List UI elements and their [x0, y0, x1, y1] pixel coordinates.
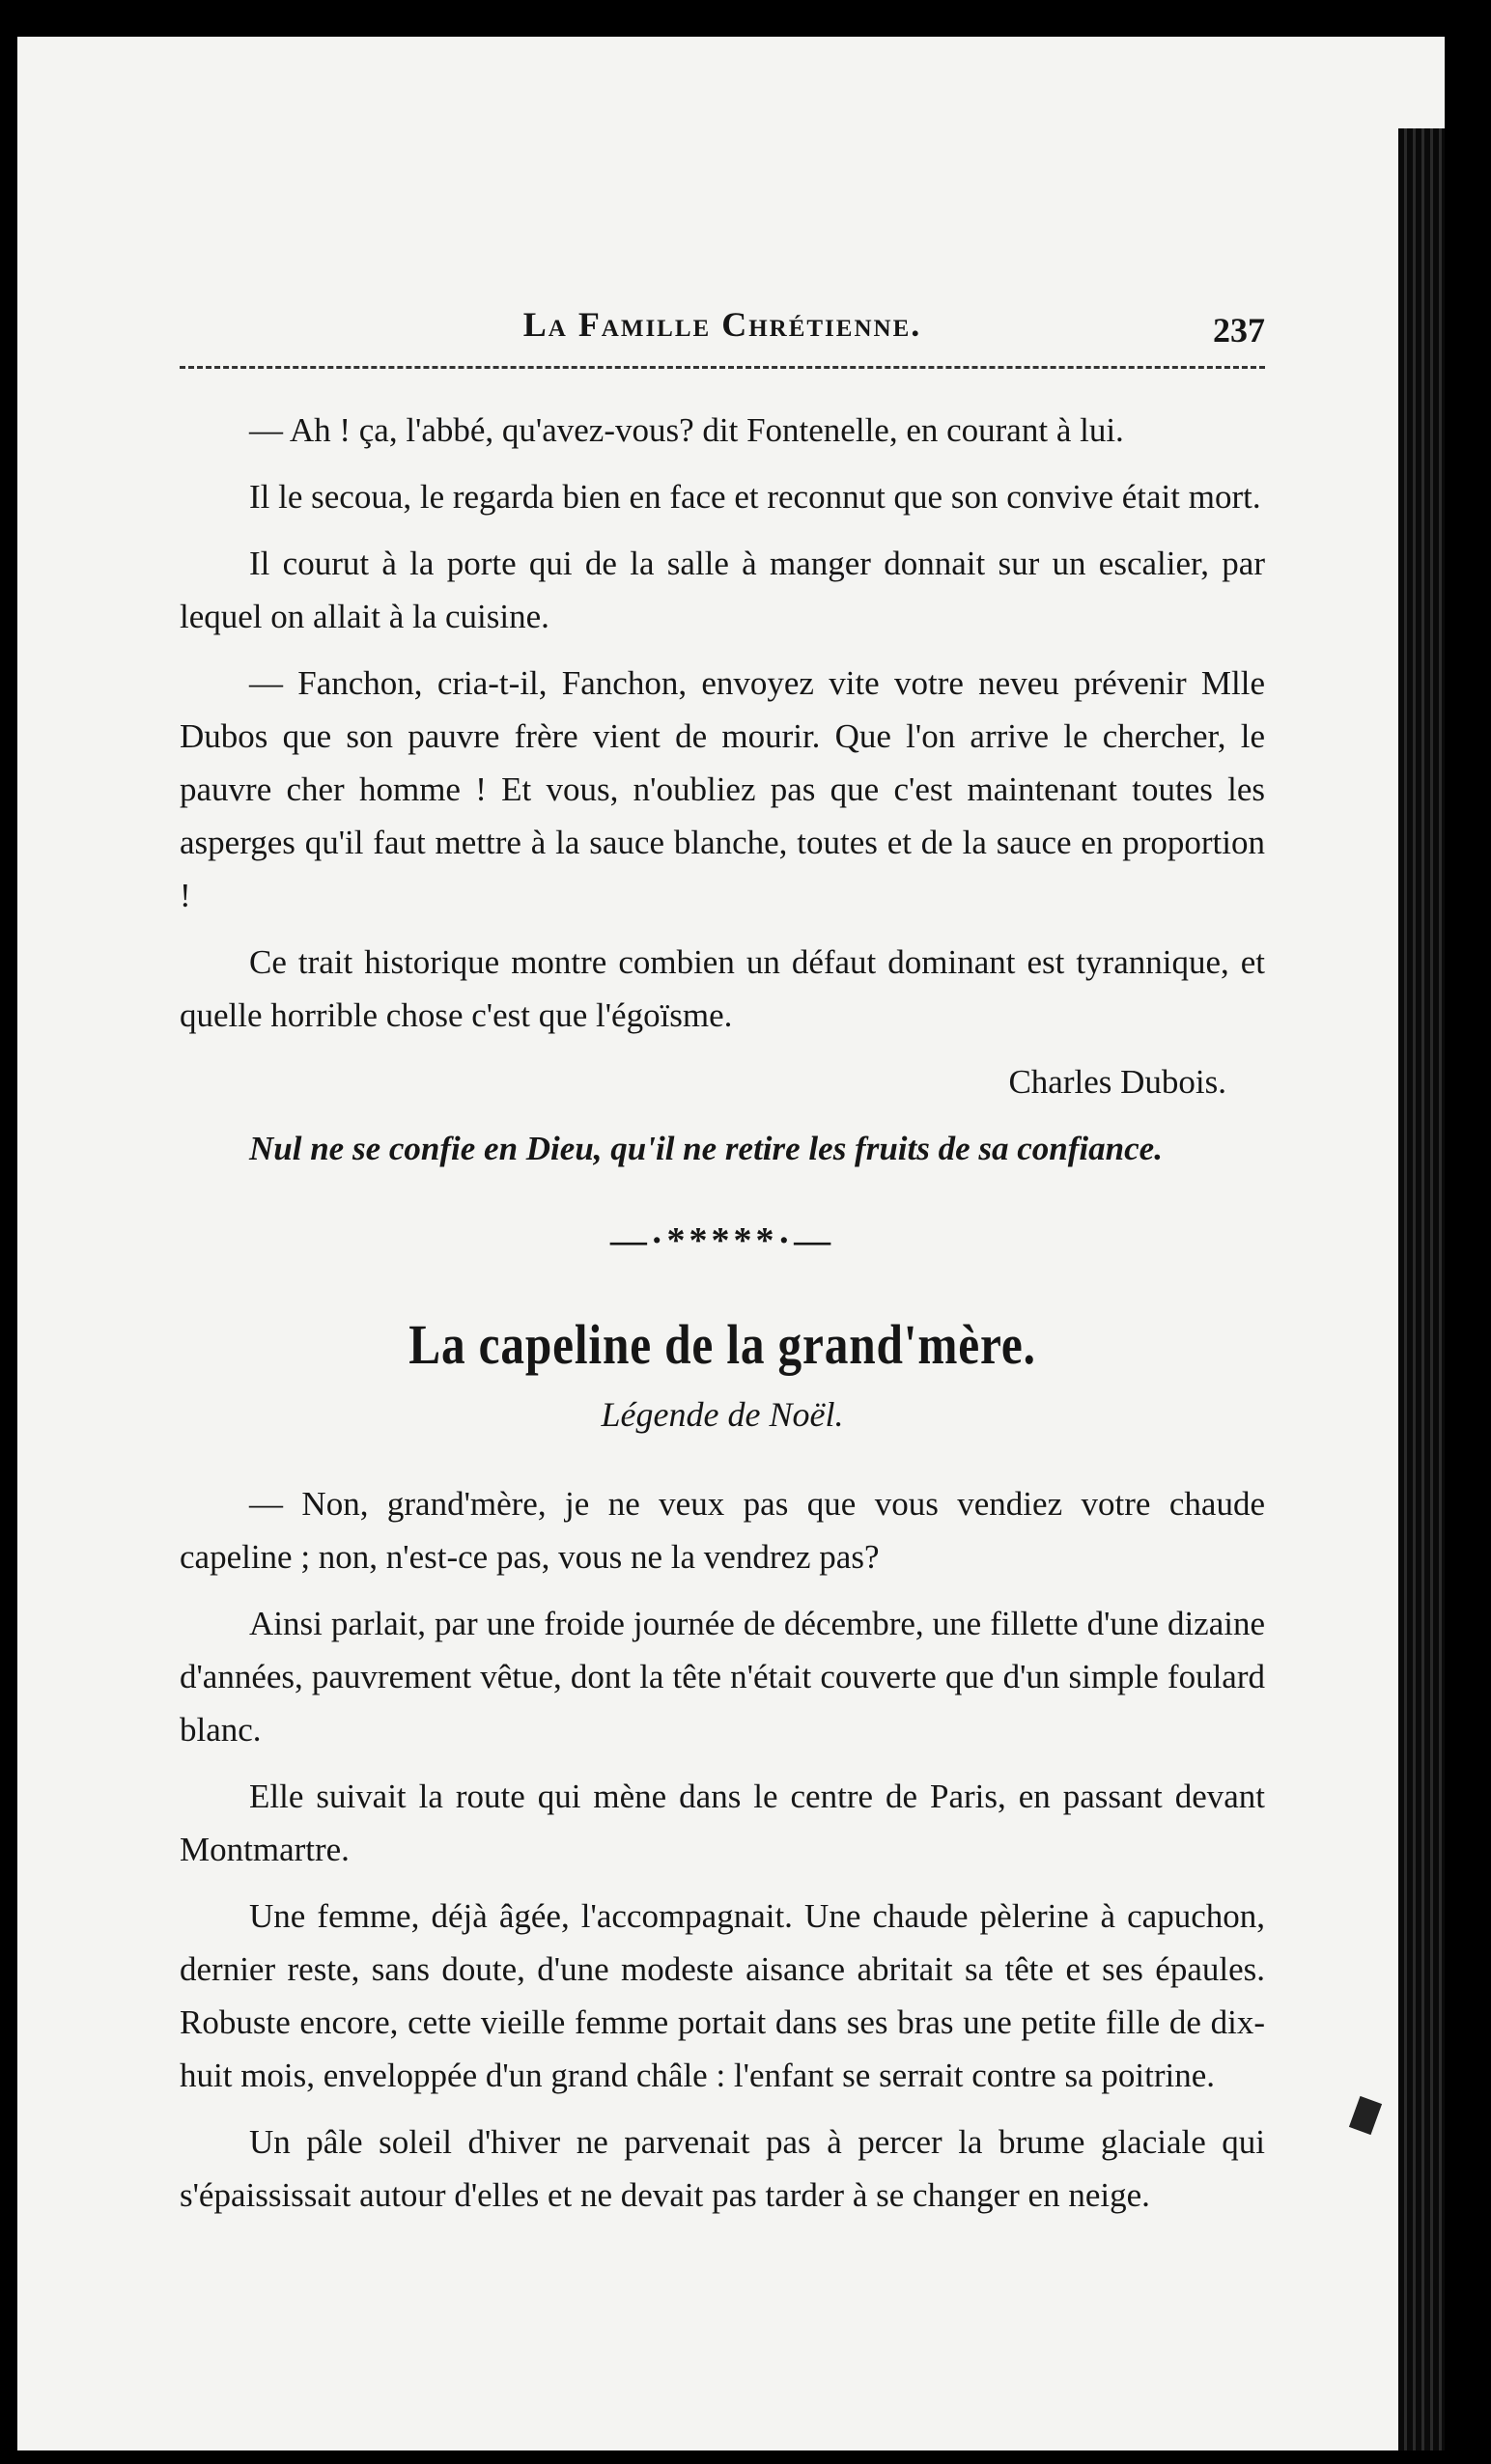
page-header — [180, 293, 1265, 370]
paragraph: — Ah ! ça, l'abbé, qu'avez-vous? dit Fontenelle, en courant à lui. — [249, 411, 1124, 449]
section-separator: —·*****·— — [609, 1220, 835, 1261]
signature: Charles Dubois. — [1008, 1063, 1226, 1101]
page-body — [180, 404, 1265, 2235]
page-number: 237 — [1213, 311, 1265, 350]
maxim: Nul ne se confie en Dieu, qu'il ne retire les fruits de sa confiance. — [249, 1130, 1163, 1167]
page-edge — [1398, 128, 1445, 2450]
paragraph: Une femme, déjà âgée, l'accompagnait. Une chaude pèlerine à capuchon, dernier reste, sans doute, d'une modeste aisance abritait sa tête et ses épaules. Robuste encore, cette vieille femme portait dans ses bras une petite fille de dix-huit mois, enveloppée d'un grand châle : l'enfant se serrait contre sa poitrine. — [180, 1897, 1265, 2094]
scan-blemish — [1349, 2096, 1382, 2135]
paragraph: — Fanchon, cria-t-il, Fanchon, envoyez vite votre neveu prévenir Mlle Dubos que son pauvre frère vient de mourir. Que l'on arrive le chercher, le pauvre cher homme ! Et vous, n'oubliez pas que c'est maintenant toutes les asperges qu'il faut mettre à la sauce blanche, toutes et de la sauce en proportion ! — [180, 664, 1265, 914]
paragraph: Il courut à la porte qui de la salle à manger donnait sur un escalier, par lequel on allait à la cuisine. — [180, 545, 1265, 635]
paragraph: Elle suivait la route qui mène dans le centre de Paris, en passant devant Montmartre. — [180, 1778, 1265, 1868]
running-title: La Famille Chrétienne. — [522, 305, 922, 344]
paragraph: — Non, grand'mère, je ne veux pas que vous vendiez votre chaude capeline ; non, n'est-ce pas, vous ne la vendrez pas? — [180, 1485, 1265, 1576]
book-page — [17, 37, 1445, 2450]
header-rule — [180, 366, 1265, 369]
paragraph: Ainsi parlait, par une froide journée de décembre, une fillette d'une dizaine d'années, pauvrement vêtue, dont la tête n'était couverte que d'un simple foulard blanc. — [180, 1605, 1265, 1749]
paragraph: Ce trait historique montre combien un défaut dominant est tyrannique, et quelle horrible chose c'est que l'égoïsme. — [180, 943, 1265, 1034]
paragraph: Il le secoua, le regarda bien en face et reconnut que son convive était mort. — [249, 478, 1261, 516]
story-subtitle: Légende de Noël. — [601, 1395, 844, 1434]
story-title: La capeline de la grand'mère. — [408, 1313, 1036, 1376]
paragraph: Un pâle soleil d'hiver ne parvenait pas à percer la brume glaciale qui s'épaississait autour d'elles et ne devait pas tarder à se changer en neige. — [180, 2123, 1265, 2214]
